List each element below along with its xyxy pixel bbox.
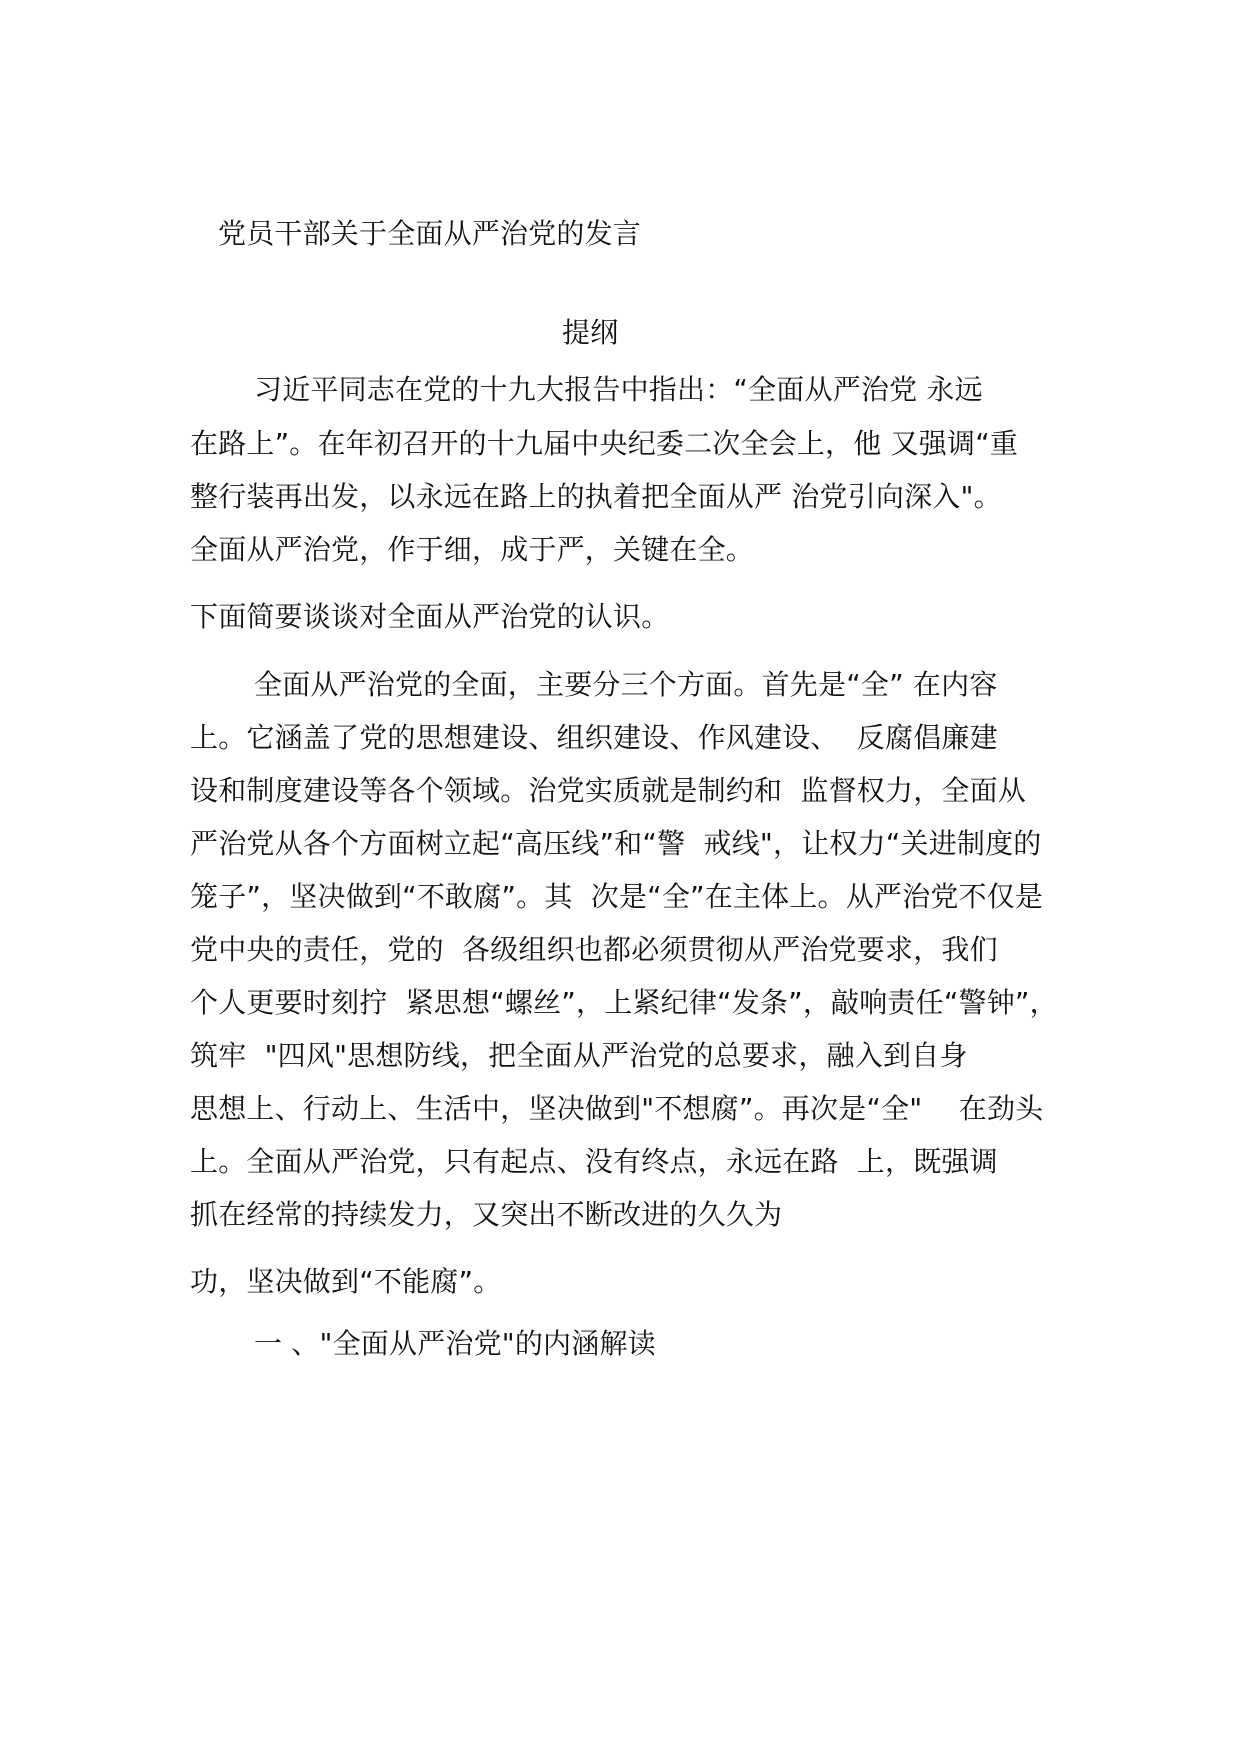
paragraph-3-line-8: 筑牢 "四风"思想防线，把全面从严治党的总要求，融入到自身 bbox=[190, 1039, 968, 1072]
paragraph-3-line-5: 笼子”，坚决做到“不敢腐”。其 次是“全”在主体上。从严治党不仅是 bbox=[190, 880, 1044, 913]
paragraph-3-line-9: 思想上、行动上、生活中，坚决做到"不想腐”。再次是“全" 在劲头 bbox=[190, 1092, 1044, 1125]
document-title: 党员干部关于全面从严治党的发言 bbox=[218, 217, 642, 250]
paragraph-3-line-7: 个人更要时刻拧 紧思想“螺丝”，上紧纪律“发条”，敲响责任“警钟”， bbox=[190, 986, 1058, 1019]
paragraph-3-line-2: 上。它涵盖了党的思想建设、组织建设、作风建设、 反腐倡廉建 bbox=[190, 721, 998, 754]
paragraph-3-line-6: 党中央的责任，党的 各级组织也都必须贯彻从严治党要求，我们 bbox=[190, 933, 998, 966]
paragraph-1-line-3: 整行装再出发，以永远在路上的执着把全面从严 治党引向深入"。 bbox=[190, 480, 1002, 513]
paragraph-3-line-4: 严治党从各个方面树立起“高压线”和“警 戒线"，让权力“关进制度的 bbox=[190, 827, 1042, 860]
paragraph-3-line-11: 抓在经常的持续发力，又突出不断改进的久久为 bbox=[190, 1198, 783, 1231]
paragraph-2-line-1: 下面简要谈谈对全面从严治党的认识。 bbox=[190, 600, 670, 633]
outline-label: 提纲 bbox=[562, 316, 619, 349]
paragraph-4-line-1: 功，坚决做到“不能腐”。 bbox=[190, 1265, 502, 1298]
paragraph-1-line-1: 习近平同志在党的十九大报告中指出：“全面从严治党 永远 bbox=[254, 373, 983, 406]
paragraph-1-line-2: 在路上”。在年初召开的十九届中央纪委二次全会上，他 又强调“重 bbox=[190, 427, 1019, 460]
paragraph-3-line-3: 设和制度建设等各个领域。治党实质就是制约和 监督权力，全面从 bbox=[190, 774, 1027, 807]
section-heading: 一 、"全面从严治党"的内涵解读 bbox=[254, 1327, 656, 1360]
paragraph-1-line-4: 全面从严治党，作于细，成于严，关键在全。 bbox=[190, 533, 755, 566]
paragraph-3-line-10: 上。全面从严治党，只有起点、没有终点，永远在路 上，既强调 bbox=[190, 1145, 998, 1178]
paragraph-3-line-1: 全面从严治党的全面，主要分三个方面。首先是“全” 在内容 bbox=[254, 668, 998, 701]
